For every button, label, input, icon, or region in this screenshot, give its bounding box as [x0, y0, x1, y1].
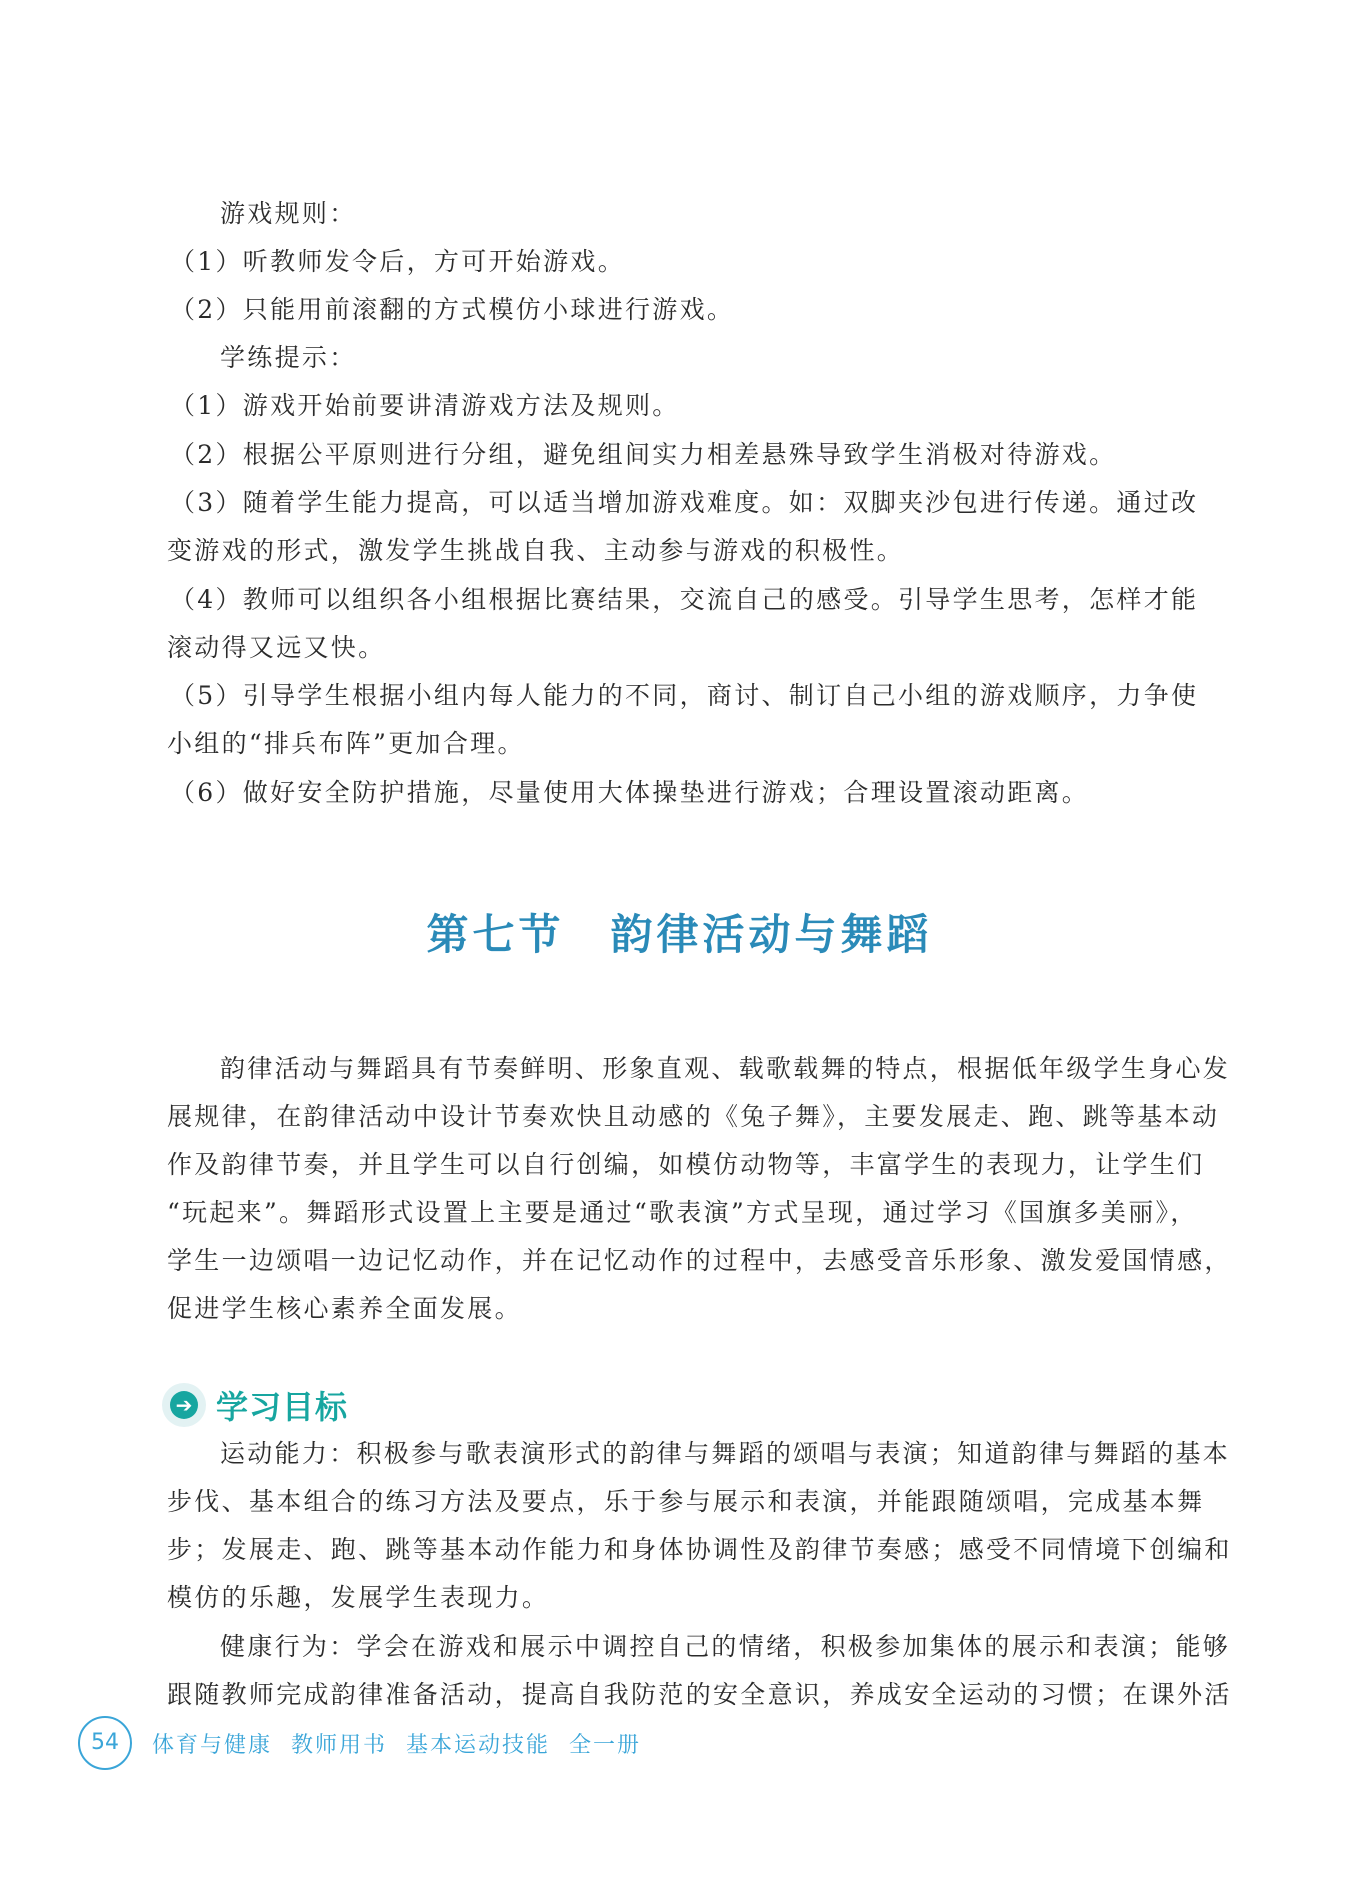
- tip-item-1: （1）游戏开始前要讲清游戏方法及规则。: [170, 391, 680, 420]
- page-footer: [78, 1715, 641, 1771]
- rule-item-1: （1）听教师发令后，方可开始游戏。: [170, 247, 626, 276]
- tips-heading: 学练提示：: [220, 343, 357, 372]
- tip-item-5-cont: 小组的“排兵布阵”更加合理。: [167, 729, 525, 758]
- rules-heading: 游戏规则：: [220, 199, 357, 228]
- tip-item-4: （4）教师可以组织各小组根据比赛结果，交流自己的感受。引导学生思考，怎样才能: [170, 585, 1199, 614]
- section-number: 第七节: [426, 910, 565, 959]
- rule-item-2: （2）只能用前滚翻的方式模仿小球进行游戏。: [170, 295, 735, 324]
- tip-item-3: （3）随着学生能力提高，可以适当增加游戏难度。如：双脚夹沙包进行传递。通过改: [170, 488, 1199, 517]
- learning-goals-label: 学习目标: [216, 1388, 349, 1426]
- intro-line-3: 作及韵律节奏，并且学生可以自行创编，如模仿动物等，丰富学生的表现力，让学生们: [167, 1150, 1205, 1179]
- intro-line-1: 韵律活动与舞蹈具有节奏鲜明、形象直观、载歌载舞的特点，根据低年级学生身心发: [220, 1054, 1231, 1083]
- tip-item-6: （6）做好安全防护措施，尽量使用大体操垫进行游戏；合理设置滚动距离。: [170, 778, 1090, 807]
- intro-line-5: 学生一边颂唱一边记忆动作，并在记忆动作的过程中，去感受音乐形象、激发爱国情感，: [167, 1246, 1232, 1275]
- learning-goals-heading: [162, 1378, 348, 1432]
- intro-line-2: 展规律，在韵律活动中设计节奏欢快且动感的《兔子舞》，主要发展走、跑、跳等基本动: [167, 1102, 1220, 1131]
- book-title: 体育与健康 教师用书 基本运动技能 全一册: [152, 1732, 641, 1758]
- arrow-right-circle-icon: ➔: [162, 1383, 206, 1427]
- section-title: [0, 905, 1359, 965]
- tip-item-4-cont: 滚动得又远又快。: [167, 633, 386, 662]
- page-number: 54: [78, 1716, 132, 1770]
- tip-item-5: （5）引导学生根据小组内每人能力的不同，商讨、制订自己小组的游戏顺序，力争使: [170, 681, 1199, 710]
- goal-health-line-1: 健康行为：学会在游戏和展示中调控自己的情绪，积极参加集体的展示和表演；能够: [220, 1632, 1231, 1661]
- goal-motor-line-2: 步伐、基本组合的练习方法及要点，乐于参与展示和表演，并能跟随颂唱，完成基本舞: [167, 1487, 1205, 1516]
- goal-health-line-2: 跟随教师完成韵律准备活动，提高自我防范的安全意识，养成安全运动的习惯；在课外活: [167, 1680, 1232, 1709]
- tip-item-3-cont: 变游戏的形式，激发学生挑战自我、主动参与游戏的积极性。: [167, 536, 905, 565]
- intro-line-4: “玩起来”。舞蹈形式设置上主要是通过“歌表演”方式呈现，通过学习《国旗多美丽》，: [167, 1198, 1198, 1227]
- goal-motor-line-1: 运动能力：积极参与歌表演形式的韵律与舞蹈的颂唱与表演；知道韵律与舞蹈的基本: [220, 1439, 1231, 1468]
- goal-motor-line-4: 模仿的乐趣，发展学生表现力。: [167, 1583, 550, 1612]
- section-name: 韵律活动与舞蹈: [610, 910, 933, 959]
- intro-line-6: 促进学生核心素养全面发展。: [167, 1294, 522, 1323]
- goal-motor-line-3: 步；发展走、跑、跳等基本动作能力和身体协调性及韵律节奏感；感受不同情境下创编和: [167, 1535, 1232, 1564]
- tip-item-2: （2）根据公平原则进行分组，避免组间实力相差悬殊导致学生消极对待游戏。: [170, 440, 1117, 469]
